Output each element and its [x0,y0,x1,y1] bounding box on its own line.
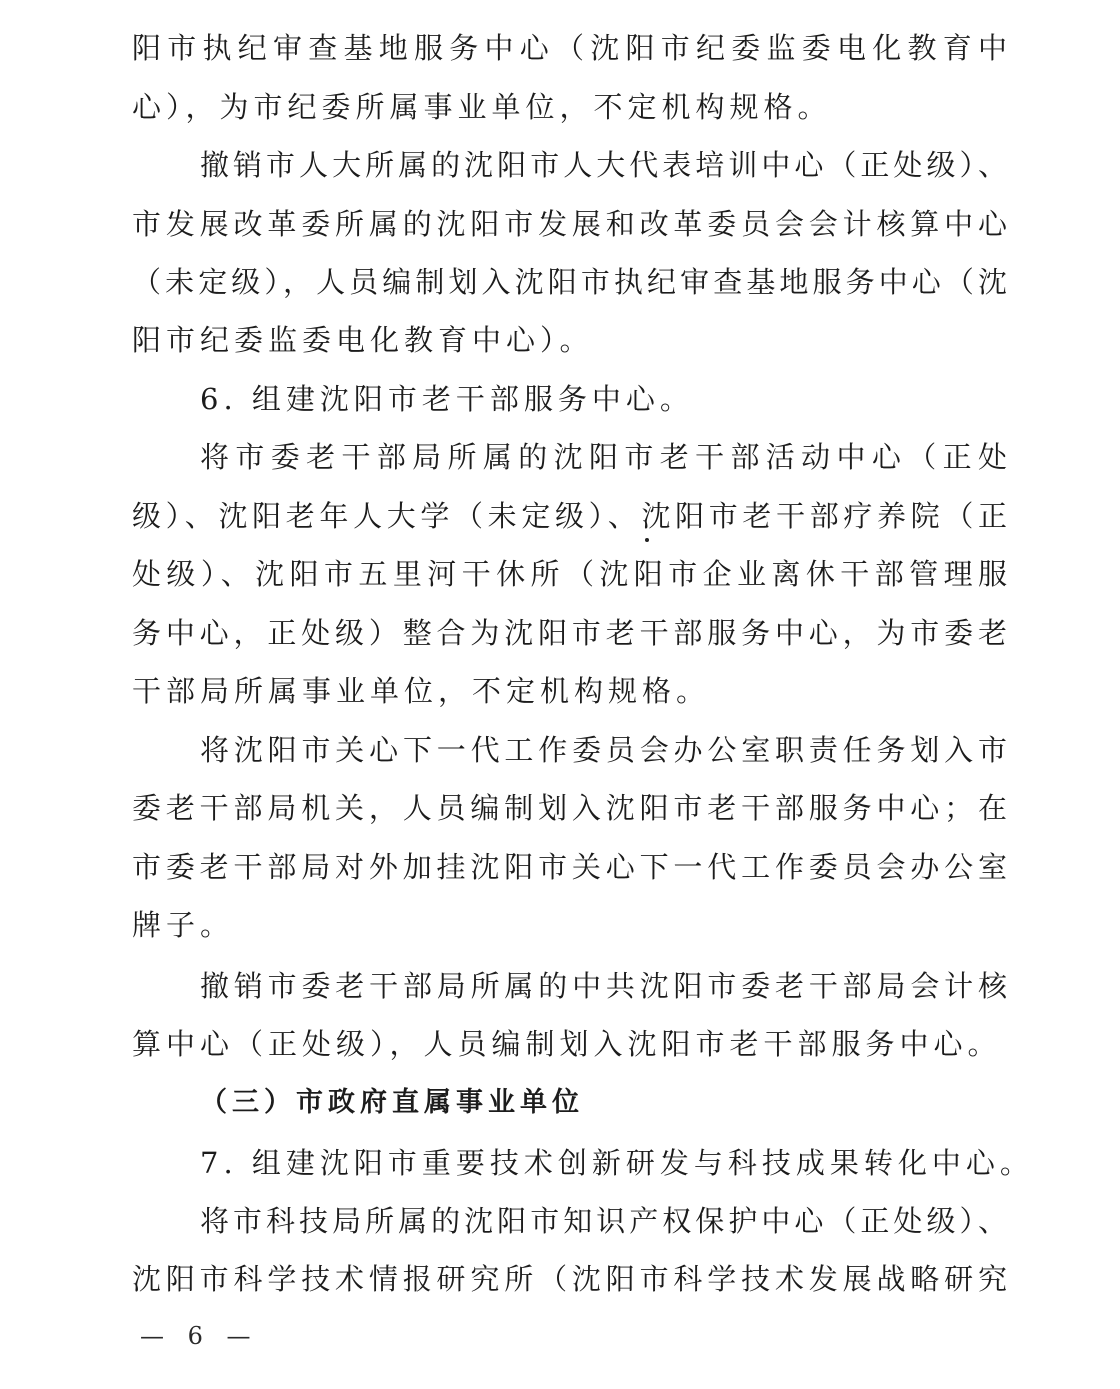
text-line: 级）、沈阳老年人大学（未定级）、沈阳市老干部疗养院（正 [132,499,1007,533]
paragraph-start-line: 撤销市委老干部局所属的中共沈阳市委老干部局会计核 [200,969,1007,1003]
section-heading: （三）市政府直属事业单位 [200,1087,584,1118]
text-line: 务中心，正处级）整合为沈阳市老干部服务中心，为市委老 [132,616,1007,650]
text-line: 干部局所属事业单位，不定机构规格。 [132,674,711,708]
paragraph-start-line: 将市科技局所属的沈阳市知识产权保护中心（正处级）、 [200,1204,1007,1238]
text-line: 市发展改革委所属的沈阳市发展和改革委员会会计核算中心 [132,207,1007,241]
text-line: 牌子。 [132,908,235,942]
paragraph-start-line: 撤销市人大所属的沈阳市人大代表培训中心（正处级）、 [200,148,1007,182]
text-line: 沈阳市科学技术情报研究所（沈阳市科学技术发展战略研究 [132,1262,1007,1296]
item-heading: 7. 组建沈阳市重要技术创新研发与科技成果转化中心。 [200,1146,1034,1180]
item-heading: 6. 组建沈阳市老干部服务中心。 [200,382,694,416]
text-line: 算中心（正处级），人员编制划入沈阳市老干部服务中心。 [132,1027,1002,1061]
text-line: 委老干部局机关，人员编制划入沈阳市老干部服务中心；在 [132,791,1007,825]
paragraph-start-line: 将市委老干部局所属的沈阳市老干部活动中心（正处 [200,440,1007,474]
text-line: 市委老干部局对外加挂沈阳市关心下一代工作委员会办公室 [132,850,1007,884]
text-line: 心），为市纪委所属事业单位，不定机构规格。 [132,90,832,124]
scan-dot-mark [645,538,649,542]
text-line: 处级）、沈阳市五里河干休所（沈阳市企业离休干部管理服 [132,557,1007,591]
page-number: — 6 — [140,1322,259,1350]
text-line: （未定级），人员编制划入沈阳市执纪审查基地服务中心（沈 [132,265,1007,299]
paragraph-start-line: 将沈阳市关心下一代工作委员会办公室职责任务划入市 [200,733,1007,767]
text-line: 阳市纪委监委电化教育中心）。 [132,323,594,357]
text-line: 阳市执纪审查基地服务中心（沈阳市纪委监委电化教育中 [132,31,1007,65]
